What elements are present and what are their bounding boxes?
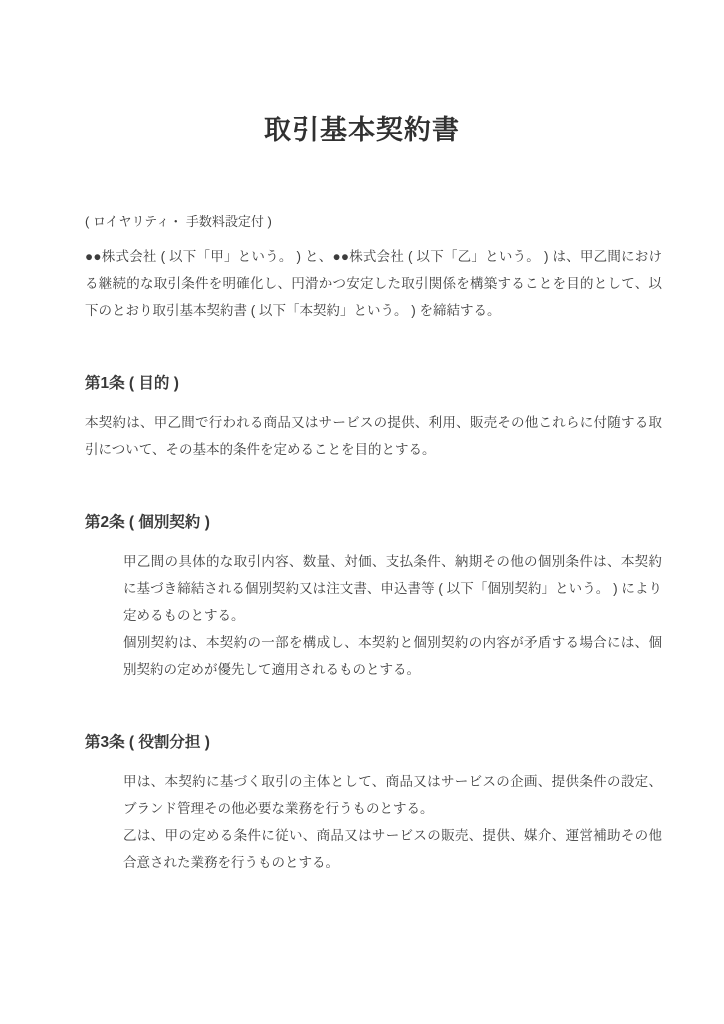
article-2-paragraph-2: 個別契約は、本契約の一部を構成し、本契約と個別契約の内容が矛盾する場合には、個別契約の定めが優先して適用されるものとする。 — [123, 635, 662, 677]
article-3-heading: 第3条 ( 役割分担 ) — [85, 734, 210, 751]
article-2-heading: 第2条 ( 個別契約 ) — [85, 514, 210, 531]
article-3 — [85, 729, 662, 876]
document-subtitle: ( ロイヤリティ・ 手数料設定付 ) — [85, 214, 272, 229]
article-1-paragraph-1: 本契約は、甲乙間で行われる商品又はサービスの提供、利用、販売その他これらに付随する取引について、その基本的条件を定めることを目的とする。 — [85, 415, 662, 457]
article-2-paragraph-1: 甲乙間の具体的な取引内容、数量、対価、支払条件、納期その他の個別条件は、本契約に基づき締結される個別契約又は注文書、申込書等 ( 以下「個別契約」という。 ) により定めるものとする。 — [123, 554, 662, 623]
preamble-paragraph: ●●株式会社 ( 以下「甲」という。 ) と、●●株式会社 ( 以下「乙」という。 ) は、甲乙間における継続的な取引条件を明確化し、円滑かつ安定した取引関係を構築することを目的として、以下のとおり取引基本契約書 ( 以下「本契約」という。 ) を締結する。 — [85, 249, 662, 318]
article-1 — [85, 370, 662, 463]
article-2 — [85, 509, 662, 683]
article-3-paragraph-2: 乙は、甲の定める条件に従い、商品又はサービスの販売、提供、媒介、運営補助その他合意された業務を行うものとする。 — [123, 828, 662, 870]
article-1-heading: 第1条 ( 目的 ) — [85, 375, 179, 392]
article-2-body — [123, 548, 662, 683]
document-content — [0, 208, 724, 876]
document-title: 取引基本契約書 — [264, 115, 460, 145]
article-3-body — [123, 768, 662, 876]
article-3-paragraph-1: 甲は、本契約に基づく取引の主体として、商品又はサービスの企画、提供条件の設定、ブランド管理その他必要な業務を行うものとする。 — [123, 774, 662, 816]
